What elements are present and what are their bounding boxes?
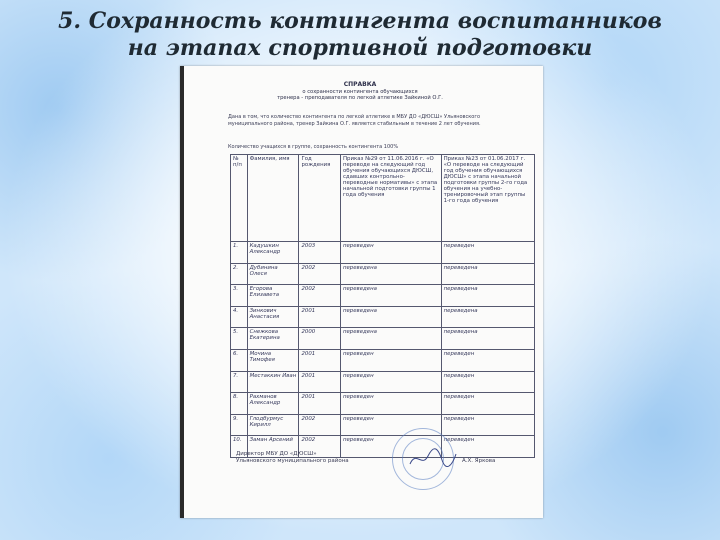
cell-order-1: переведена [340,306,441,328]
cell-year: 2002 [299,285,341,307]
document-subheading-1: о сохранности контингента обучающихся [302,88,418,95]
cell-order-1: переведена [340,263,441,285]
cell-name: Глодбурмус Кирилл [247,414,299,436]
cell-order-1: переведен [340,393,441,415]
cell-name: Заман Арсений [247,436,299,458]
cell-name: Дубинина Олеся [247,263,299,285]
header-number: № п/п [231,155,248,242]
slide-title [0,8,720,62]
cell-number: 2. [231,263,248,285]
cell-order-2: переведена [441,328,534,350]
cell-order-2: переведена [441,263,534,285]
document-heading [220,82,500,102]
table-row [231,414,535,436]
cell-year: 2001 [299,306,341,328]
cell-number: 9. [231,414,248,436]
table-header-row [231,155,535,242]
cell-year: 2002 [299,263,341,285]
cell-order-2: переведен [441,393,534,415]
cell-name: Мочина Тимофея [247,349,299,371]
signature-name: А.Х. Яркова [462,458,496,464]
table-row [231,306,535,328]
cell-year: 2001 [299,371,341,393]
cell-order-2: переведен [441,371,534,393]
slide-title-line-2: на этапах спортивной подготовки [127,35,593,61]
cell-number: 4. [231,306,248,328]
cell-number: 3. [231,285,248,307]
header-name: Фамилия, имя [247,155,299,242]
table-row [231,349,535,371]
cell-year: 2001 [299,393,341,415]
handwritten-signature [408,446,458,470]
signature-block [236,451,349,465]
cell-order-2: переведен [441,436,534,458]
cell-order-2: переведен [441,242,534,264]
cell-order-1: переведена [340,328,441,350]
document-title: СПРАВКА [343,81,377,88]
students-table [230,154,535,458]
cell-year: 2001 [299,349,341,371]
cell-order-2: переведена [441,306,534,328]
cell-order-1: переведен [340,436,441,458]
table-row [231,263,535,285]
cell-number: 5. [231,328,248,350]
cell-number: 7. [231,371,248,393]
cell-name: Местаккин Иван [247,371,299,393]
signature-organization: Ульяновского муниципального района [236,458,349,464]
cell-order-2: переведен [441,349,534,371]
table-row [231,242,535,264]
cell-name: Снежкова Екатерина [247,328,299,350]
cell-number: 8. [231,393,248,415]
cell-number: 6. [231,349,248,371]
header-year: Год рождения [299,155,341,242]
slide-title-line-1: 5. Сохранность контингента воспитанников [58,8,662,34]
header-order-1: Приказ №29 от 11.06.2016 г. «О переводе на следующий год обучения обучающихся ДЮСШ, сдавших контрольно-переводные нормативы» с этапа начальной подготовки группы 1 года обучения [340,155,441,242]
cell-order-1: переведен [340,371,441,393]
cell-year: 2002 [299,414,341,436]
cell-number: 1. [231,242,248,264]
cell-order-1: переведен [340,414,441,436]
cell-number: 10. [231,436,248,458]
cell-name: Егорова Елизавета [247,285,299,307]
table-row [231,285,535,307]
document-paragraph: Дана в том, что количество контингента по легкой атлетике в МБУ ДО «ДЮСШ» Ульяновского муниципального района, тренер Зайкина О.Г. является стабильным в течение 2 лет обучения. [228,114,481,127]
cell-order-1: переведена [340,285,441,307]
cell-year: 2002 [299,436,341,458]
scanned-document [180,66,543,518]
document-subheading-2: тренера - преподавателя по легкой атлетике Зайкиной О.Г. [277,95,443,101]
cell-name: Рахманов Александр [247,393,299,415]
cell-year: 2003 [299,242,341,264]
cell-order-2: переведена [441,285,534,307]
cell-name: Кадушкин Александр [247,242,299,264]
header-order-2: Приказ №23 от 01.06.2017 г. «О переводе на следующий год обучения обучающихся ДЮСШ» с этапа начальной подготовки группы 2-го года обучения на учебно-тренировочный этап группы 1-го года обучения [441,155,534,242]
cell-order-1: переведен [340,242,441,264]
cell-order-2: переведен [441,414,534,436]
cell-order-1: переведен [340,349,441,371]
signature-position: Директор МБУ ДО «ДЮСШ» [236,451,317,457]
table-row [231,328,535,350]
table-row [231,393,535,415]
cell-year: 2000 [299,328,341,350]
cell-name: Зинкович Анастасия [247,306,299,328]
document-note: Количество учащихся в группе, сохранность контингента 100% [228,144,399,150]
table-row [231,371,535,393]
